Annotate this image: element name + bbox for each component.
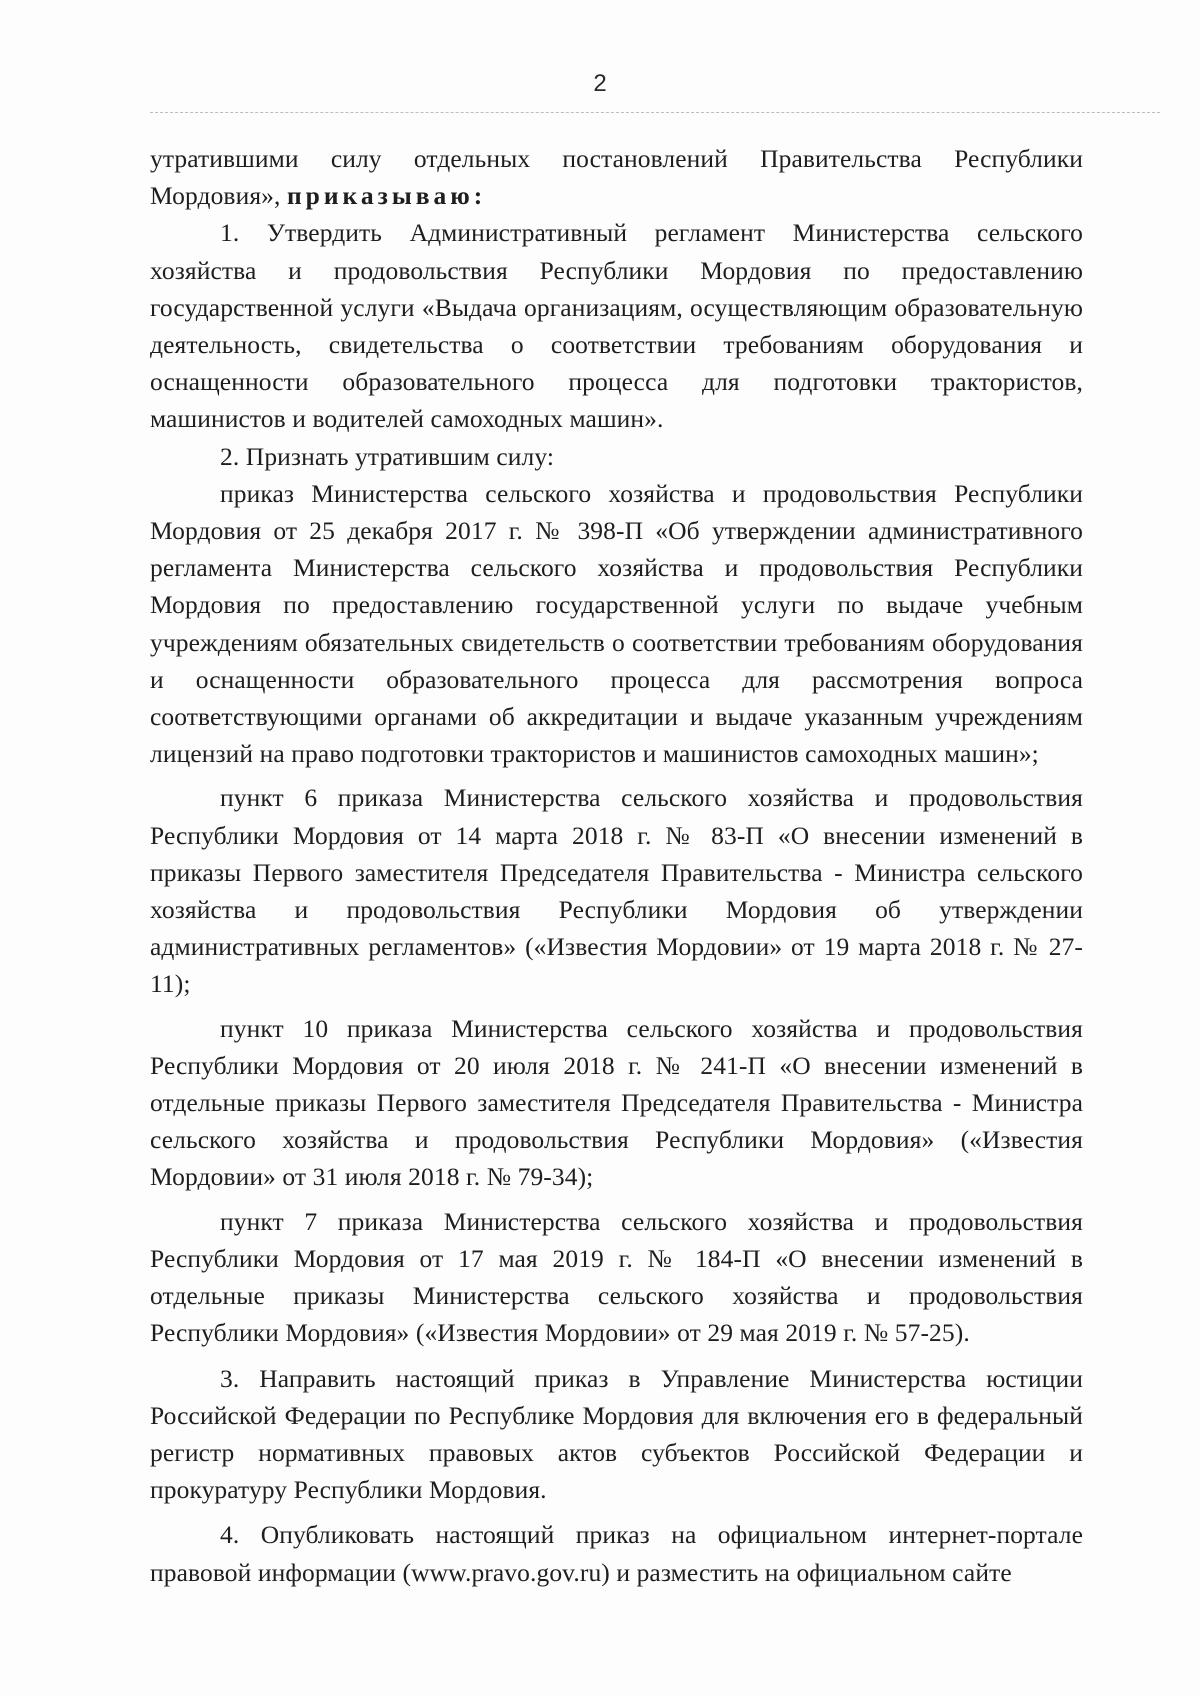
item-2-sub-2-paragraph: пункт 6 приказа Министерства сельского хозяйства и продовольствия Республики Мордовия от 14 марта 2018 г. № 83-П «О внесении изменений в приказы Первого заместителя Председателя Правительства - Министра сельского хозяйства и продовольствия Республики Мордовия об утверждении административных регламентов» («Известия Мордовии» от 19 марта 2018 г. № 27-11);	[150, 783, 1083, 999]
item-4-paragraph: 4. Опубликовать настоящий приказ на официальном интернет-портале правовой информации (www.pravo.gov.ru) и разместить на официальном сайте	[150, 1520, 1083, 1587]
opening-text: утратившими силу отдельных постановлений Правительства Республики Мордовия»,	[150, 144, 1083, 211]
document-body	[150, 140, 1083, 1591]
item-2-sub-4-paragraph: пункт 7 приказа Министерства сельского хозяйства и продовольствия Республики Мордовия от 17 мая 2019 г. № 184-П «О внесении изменений в отдельные приказы Министерства сельского хозяйства и продовольствия Республики Мордовия» («Известия Мордовии» от 29 мая 2019 г. № 57-25).	[150, 1206, 1083, 1348]
item-2-sub-3-paragraph: пункт 10 приказа Министерства сельского хозяйства и продовольствия Республики Мордовия от 20 июля 2018 г. № 241-П «О внесении изменений в отдельные приказы Первого заместителя Председателя Правительства - Министра сельского хозяйства и продовольствия Республики Мордовия» («Известия Мордовии» от 31 июля 2018 г. № 79-34);	[150, 1013, 1083, 1192]
scan-divider	[150, 112, 1160, 113]
opening-paragraph	[150, 140, 1083, 214]
item-2-paragraph: 2. Признать утратившим силу:	[220, 441, 555, 471]
item-2-sub-1-paragraph: приказ Министерства сельского хозяйства и продовольствия Республики Мордовия от 25 декабря 2017 г. № 398-П «Об утверждении административного регламента Министерства сельского хозяйства и продовольствия Республики Мордовия по предоставлению государственной услуги по выдаче учебным учреждениям обязательных свидетельств о соответствии требованиям оборудования и оснащенности образовательного процесса для рассмотрения вопроса соответствующими органами об аккредитации и выдаче указанным учреждениям лицензий на право подготовки трактористов и машинистов самоходных машин»;	[150, 478, 1083, 769]
page-number: 2	[593, 70, 607, 97]
item-3-paragraph: 3. Направить настоящий приказ в Управление Министерства юстиции Российской Федерации по Республике Мордовия для включения его в федеральный регистр нормативных правовых актов субъектов Российской Федерации и прокуратуру Республики Мордовия.	[150, 1363, 1083, 1505]
item-1-paragraph: 1. Утвердить Административный регламент Министерства сельского хозяйства и продовольствия Республики Мордовия по предоставлению государственной услуги «Выдача организациям, осуществляющим образовательную деятельность, свидетельства о соответствии требованиям оборудования и оснащенности образовательного процесса для подготовки трактористов, машинистов и водителей самоходных машин».	[150, 218, 1083, 434]
order-word: приказываю:	[286, 181, 487, 211]
